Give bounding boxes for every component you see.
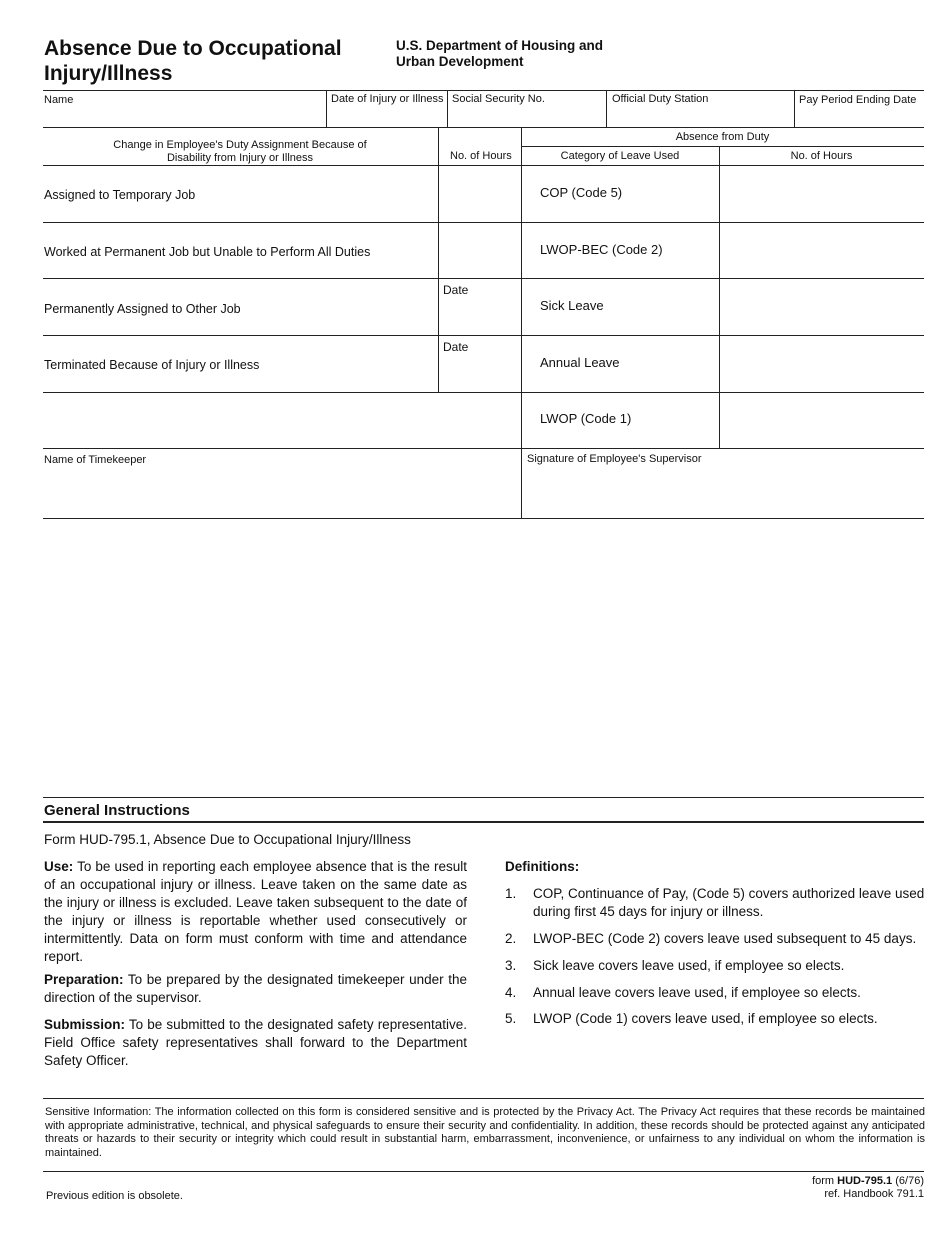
- form-number: HUD-795.1: [837, 1175, 893, 1187]
- duty-change-header: Change in Employee's Duty Assignment Because of Disability from Injury or Illness: [113, 139, 367, 164]
- divider: [521, 127, 522, 518]
- divider: [447, 90, 448, 127]
- divider: [521, 146, 924, 147]
- submission-paragraph: [44, 1016, 467, 1070]
- divider: [43, 127, 924, 128]
- row-permanent-job: Worked at Permanent Job but Unable to Perform All Duties: [44, 245, 371, 259]
- divider: [43, 222, 924, 223]
- divider: [719, 146, 720, 448]
- divider: [43, 797, 924, 798]
- divider: [43, 448, 924, 449]
- date-label: Date: [443, 283, 469, 297]
- sensitive-information-notice: Sensitive Information: The information collected on this form is considered sensitive and is protected by the Privacy Act. The Privacy Act requires that these records be maintained with appropriate administrative, technical, and physical safeguards to ensure their security and confidentiality. In addition, these records should be protected against any anticipated threats or hazards to their security or integrity which could result in substantial harm, embarrassment, inconvenience, or unfairness to any individual on whom the information is maintained.: [45, 1106, 925, 1159]
- preparation-paragraph: [44, 971, 467, 1007]
- definition-text: Annual leave covers leave used, if employee so elects.: [533, 985, 861, 1000]
- divider: [43, 90, 924, 91]
- definition-number: 5.: [505, 1011, 517, 1026]
- date-label: Date: [443, 340, 469, 354]
- duty-station-field[interactable]: Official Duty Station: [612, 93, 709, 105]
- divider: [43, 821, 924, 823]
- use-label: Use:: [44, 859, 74, 874]
- form-reference-line: Form HUD-795.1, Absence Due to Occupational Injury/Illness: [44, 832, 411, 847]
- timekeeper-field[interactable]: Name of Timekeeper: [44, 454, 147, 466]
- row-temporary-job: Assigned to Temporary Job: [44, 188, 196, 202]
- row-other-job: Permanently Assigned to Other Job: [44, 302, 241, 316]
- form-number-line: [812, 1175, 924, 1187]
- form-date: (6/76): [895, 1175, 924, 1187]
- divider: [326, 90, 327, 127]
- supervisor-signature-field[interactable]: Signature of Employee's Supervisor: [527, 453, 702, 465]
- submission-text: To be submitted to the designated safety representative. Field Office safety representatives shall forward to the Department Safety Officer.: [44, 1017, 467, 1068]
- definition-text: Sick leave covers leave used, if employee so elects.: [533, 958, 845, 973]
- divider: [606, 90, 607, 127]
- category-header: Category of Leave Used: [560, 150, 680, 162]
- pay-period-field[interactable]: Pay Period Ending Date: [799, 94, 917, 106]
- divider: [43, 278, 924, 279]
- preparation-text: To be prepared by the designated timekeeper under the direction of the supervisor.: [44, 972, 467, 1005]
- instructions-title: General Instructions: [44, 802, 190, 819]
- definition-number: 4.: [505, 985, 517, 1000]
- definition-text: LWOP (Code 1) covers leave used, if employee so elects.: [533, 1011, 878, 1026]
- submission-label: Submission:: [44, 1017, 126, 1032]
- definition-number: 1.: [505, 886, 517, 901]
- use-paragraph: [44, 858, 467, 966]
- definition-number: 3.: [505, 958, 517, 973]
- leave-cop: COP (Code 5): [540, 185, 623, 200]
- divider: [43, 1171, 924, 1172]
- absence-header: Absence from Duty: [675, 131, 770, 143]
- agency-name: U.S. Department of Housing and Urban Development: [396, 38, 604, 69]
- date-of-injury-field[interactable]: Date of Injury or Illness: [331, 93, 444, 105]
- definition-text: LWOP-BEC (Code 2) covers leave used subsequent to 45 days.: [533, 931, 917, 946]
- divider: [43, 392, 924, 393]
- name-field[interactable]: Name: [44, 94, 74, 106]
- absence-hours-header: No. of Hours: [790, 150, 853, 162]
- use-text: To be used in reporting each employee absence that is the result of an occupational injury or illness. Leave taken on the same date as the injury or illness is excluded. Leave taken subsequent to the date of the injury or illness is reportable whether used consecutively or intermittently. Data on form must conform with time and attendance report.: [44, 859, 467, 964]
- definitions-title: Definitions:: [505, 859, 580, 874]
- row-terminated: Terminated Because of Injury or Illness: [44, 358, 260, 372]
- divider: [43, 518, 924, 519]
- leave-sick: Sick Leave: [540, 298, 604, 313]
- leave-lwop-bec: LWOP-BEC (Code 2): [540, 242, 663, 257]
- form-title: Absence Due to Occupational Injury/Illness: [44, 37, 342, 85]
- divider: [438, 127, 439, 392]
- leave-annual: Annual Leave: [540, 355, 620, 370]
- divider: [43, 1098, 924, 1099]
- obsolete-notice: Previous edition is obsolete.: [46, 1190, 183, 1202]
- definition-text: COP, Continuance of Pay, (Code 5) covers authorized leave used during first 45 days for injury or illness.: [533, 886, 925, 919]
- leave-lwop: LWOP (Code 1): [540, 411, 632, 426]
- duty-hours-header: No. of Hours: [450, 150, 512, 162]
- ssn-field[interactable]: Social Security No.: [452, 93, 545, 105]
- definition-number: 2.: [505, 931, 517, 946]
- divider: [43, 165, 924, 166]
- divider: [794, 90, 795, 127]
- divider: [43, 335, 924, 336]
- handbook-reference: ref. Handbook 791.1: [824, 1188, 924, 1200]
- preparation-label: Preparation:: [44, 972, 124, 987]
- form-prefix: form: [812, 1175, 835, 1187]
